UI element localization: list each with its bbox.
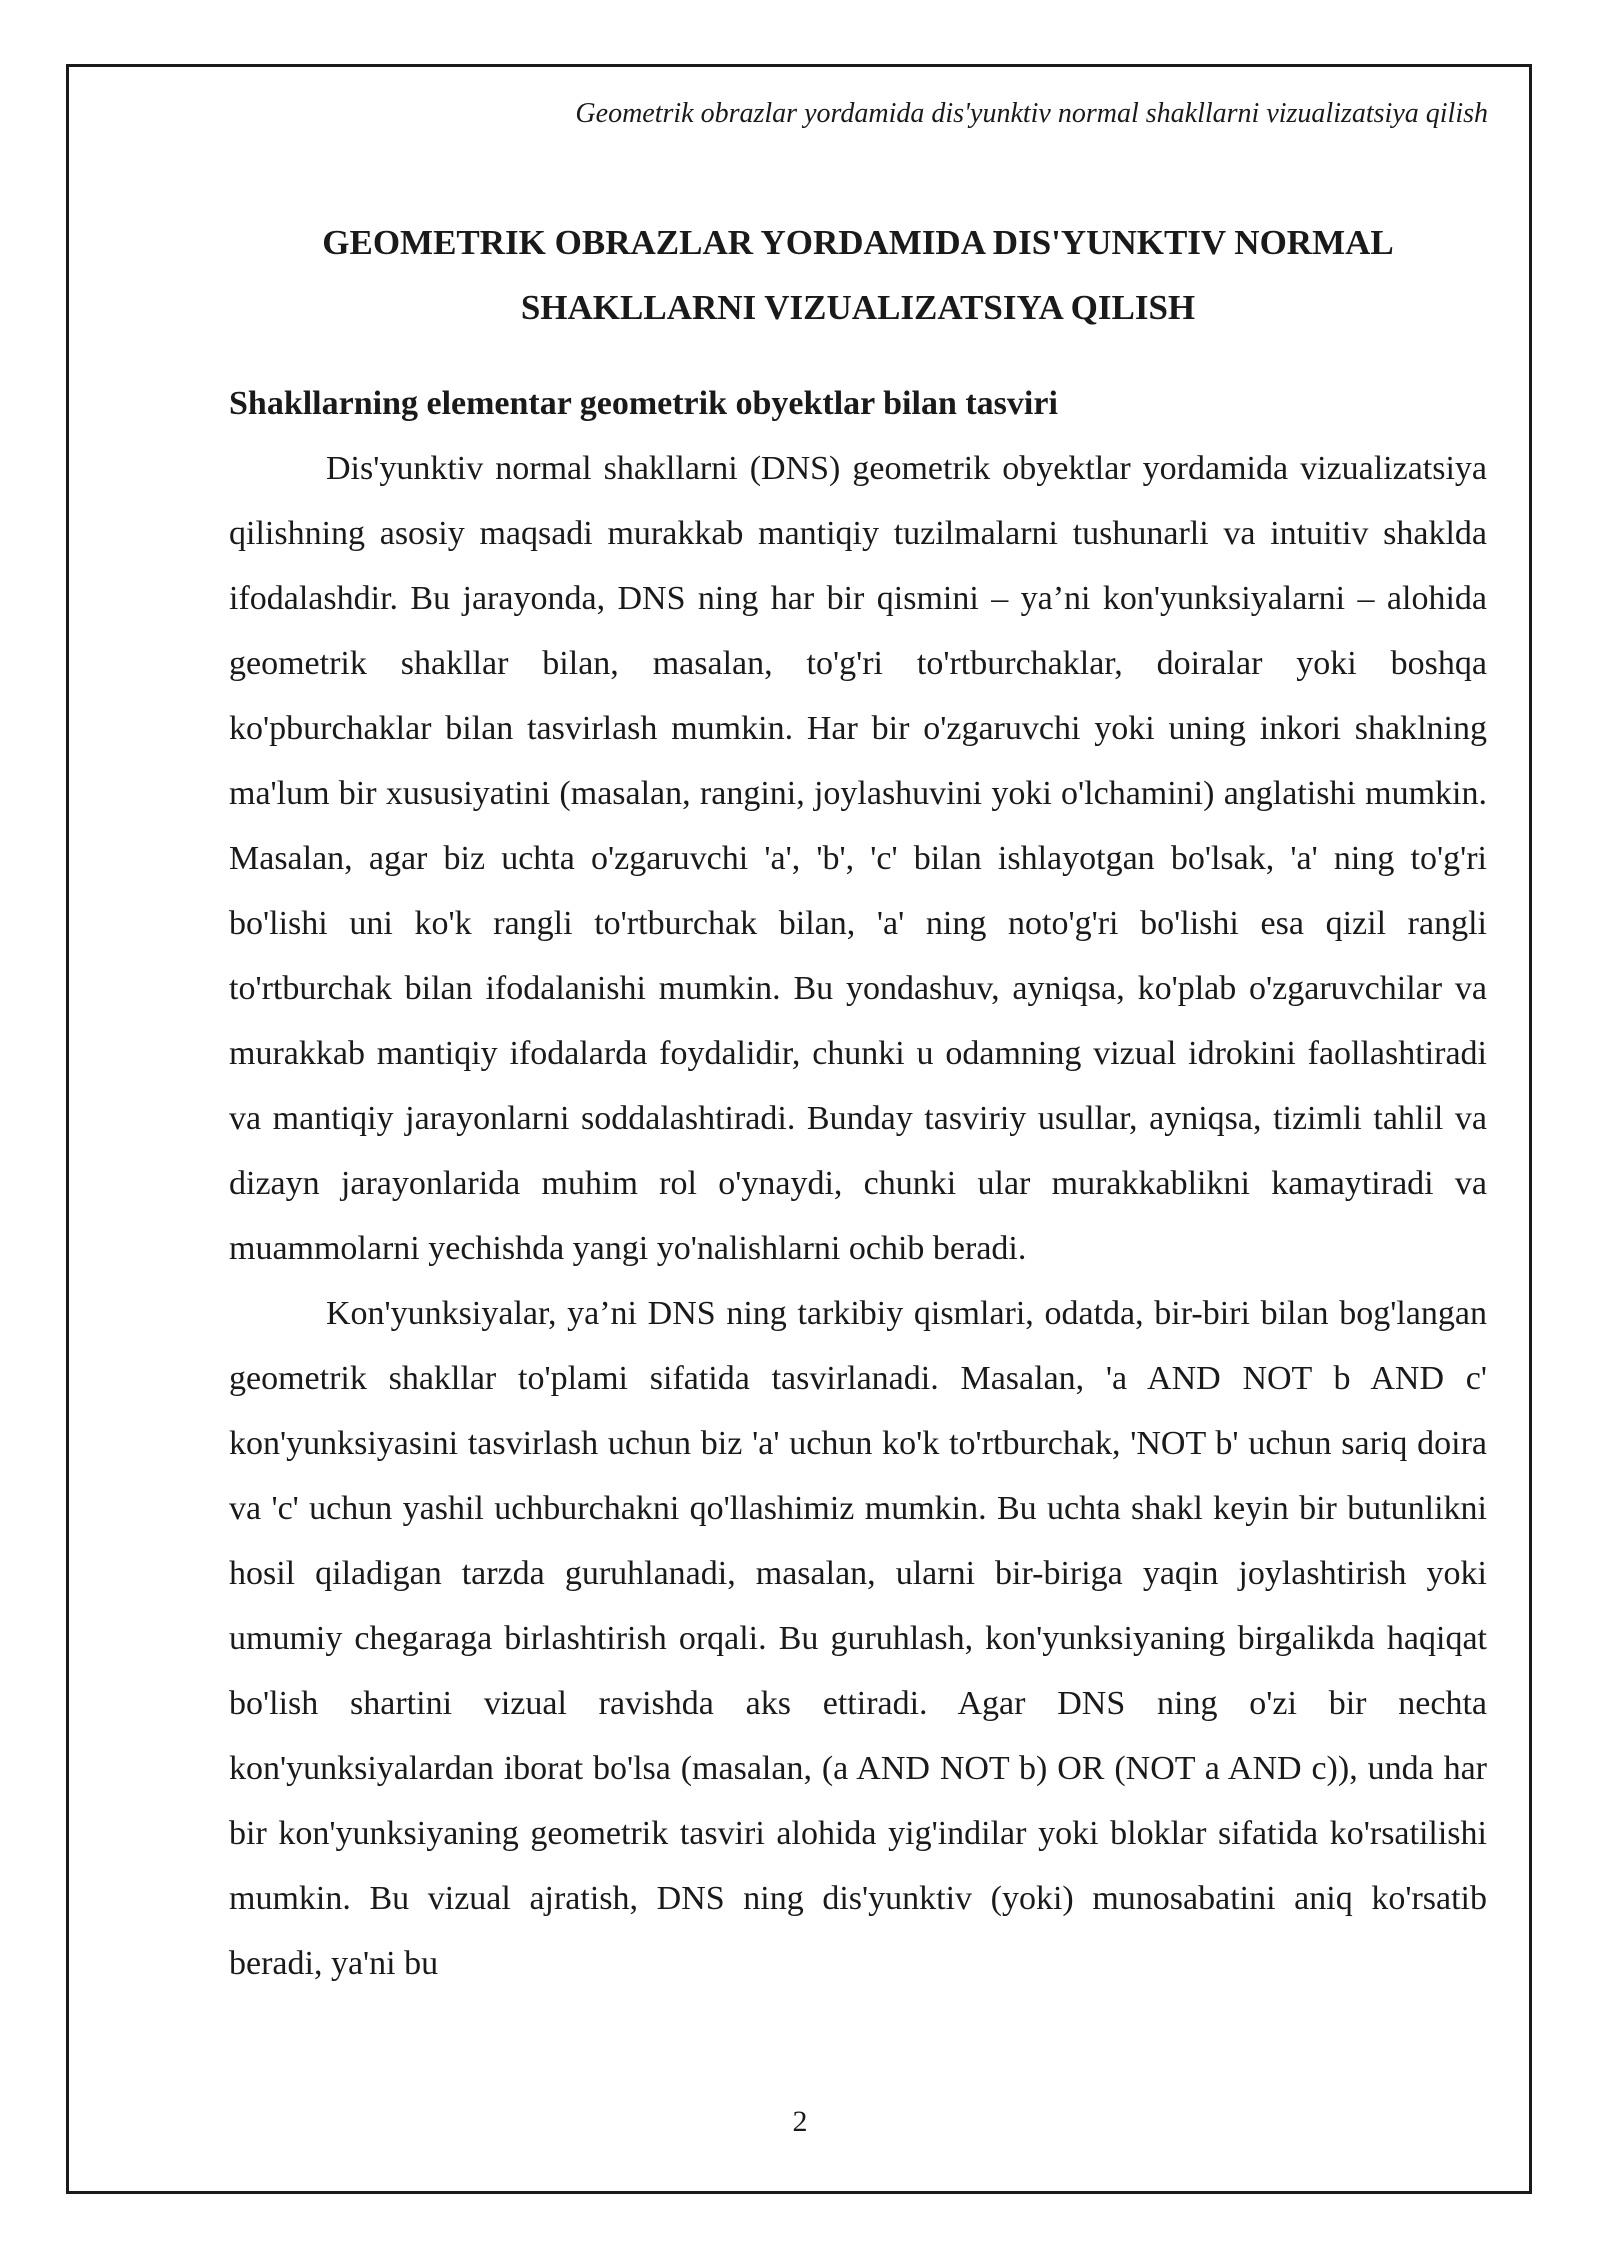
paragraph-1: Dis'yunktiv normal shakllarni (DNS) geometrik obyektlar yordamida vizualizatsiya qilishning asosiy maqsadi murakkab mantiqiy tuzilmalarni tushunarli va intuitiv shaklda ifodalashdir. Bu jarayonda, DNS ning har bir qismini – ya’ni kon'yunksiyalarni – alohida geometrik shakllar bilan, masalan, to'g'ri to'rtburchaklar, doiralar yoki boshqa ko'pburchaklar bilan tasvirlash mumkin. Har bir o'zgaruvchi yoki uning inkori shaklning ma'lum bir xususiyatini (masalan, rangini, joylashuvini yoki o'lchamini) anglatishi mumkin. Masalan, agar biz uchta o'zgaruvchi 'a', 'b', 'c' bilan ishlayotgan bo'lsak, 'a' ning to'g'ri bo'lishi uni ko'k rangli to'rtburchak bilan, 'a' ning noto'g'ri bo'lishi esa qizil rangli to'rtburchak bilan ifodalanishi mumkin. Bu yondashuv, ayniqsa, ko'plab o'zgaruvchilar va murakkab mantiqiy ifodalarda foydalidir, chunki u odamning vizual idrokini faollashtiradi va mantiqiy jarayonlarni soddalashtiradi. Bunday tasviriy usullar, ayniqsa, tizimli tahlil va dizayn jarayonlarida muhim rol o'ynaydi, chunki ular murakkablikni kamaytiradi va muammolarni yechishda yangi yo'nalishlarni ochib beradi. <box>229 450 1487 1267</box>
running-header: Geometrik obrazlar yordamida dis'yunktiv normal shakllarni vizualizatsiya qilish <box>575 98 1488 129</box>
document-title-line-2: SHAKLLARNI VIZUALIZATSIYA QILISH <box>520 288 1196 327</box>
document-title-line-1: GEOMETRIK OBRAZLAR YORDAMIDA DIS'YUNKTIV NORMAL <box>322 223 1394 262</box>
paragraph-2: Kon'yunksiyalar, ya’ni DNS ning tarkibiy qismlari, odatda, bir-biri bilan bog'langan geometrik shakllar to'plami sifatida tasvirlanadi. Masalan, 'a AND NOT b AND c' kon'yunksiyasini tasvirlash uchun biz 'a' uchun ko'k to'rtburchak, 'NOT b' uchun sariq doira va 'c' uchun yashil uchburchakni qo'llashimiz mumkin. Bu uchta shakl keyin bir butunlikni hosil qiladigan tarzda guruhlanadi, masalan, ularni bir-biriga yaqin joylashtirish yoki umumiy chegaraga birlashtirish orqali. Bu guruhlash, kon'yunksiyaning birgalikda haqiqat bo'lish shartini vizual ravishda aks ettiradi. Agar DNS ning o'zi bir nechta kon'yunksiyalardan iborat bo'lsa (masalan, (a AND NOT b) OR (NOT a AND c)), unda har bir kon'yunksiyaning geometrik tasviri alohida yig'indilar yoki bloklar sifatida ko'rsatilishi mumkin. Bu vizual ajratish, DNS ning dis'yunktiv (yoki) munosabatini aniq ko'rsatib beradi, ya'ni bu <box>229 1295 1487 1982</box>
document-body <box>229 210 1487 1996</box>
document-title <box>229 210 1487 340</box>
page-number: 2 <box>792 2105 808 2138</box>
section-heading: Shakllarning elementar geometrik obyektlar bilan tasviri <box>229 385 1058 422</box>
